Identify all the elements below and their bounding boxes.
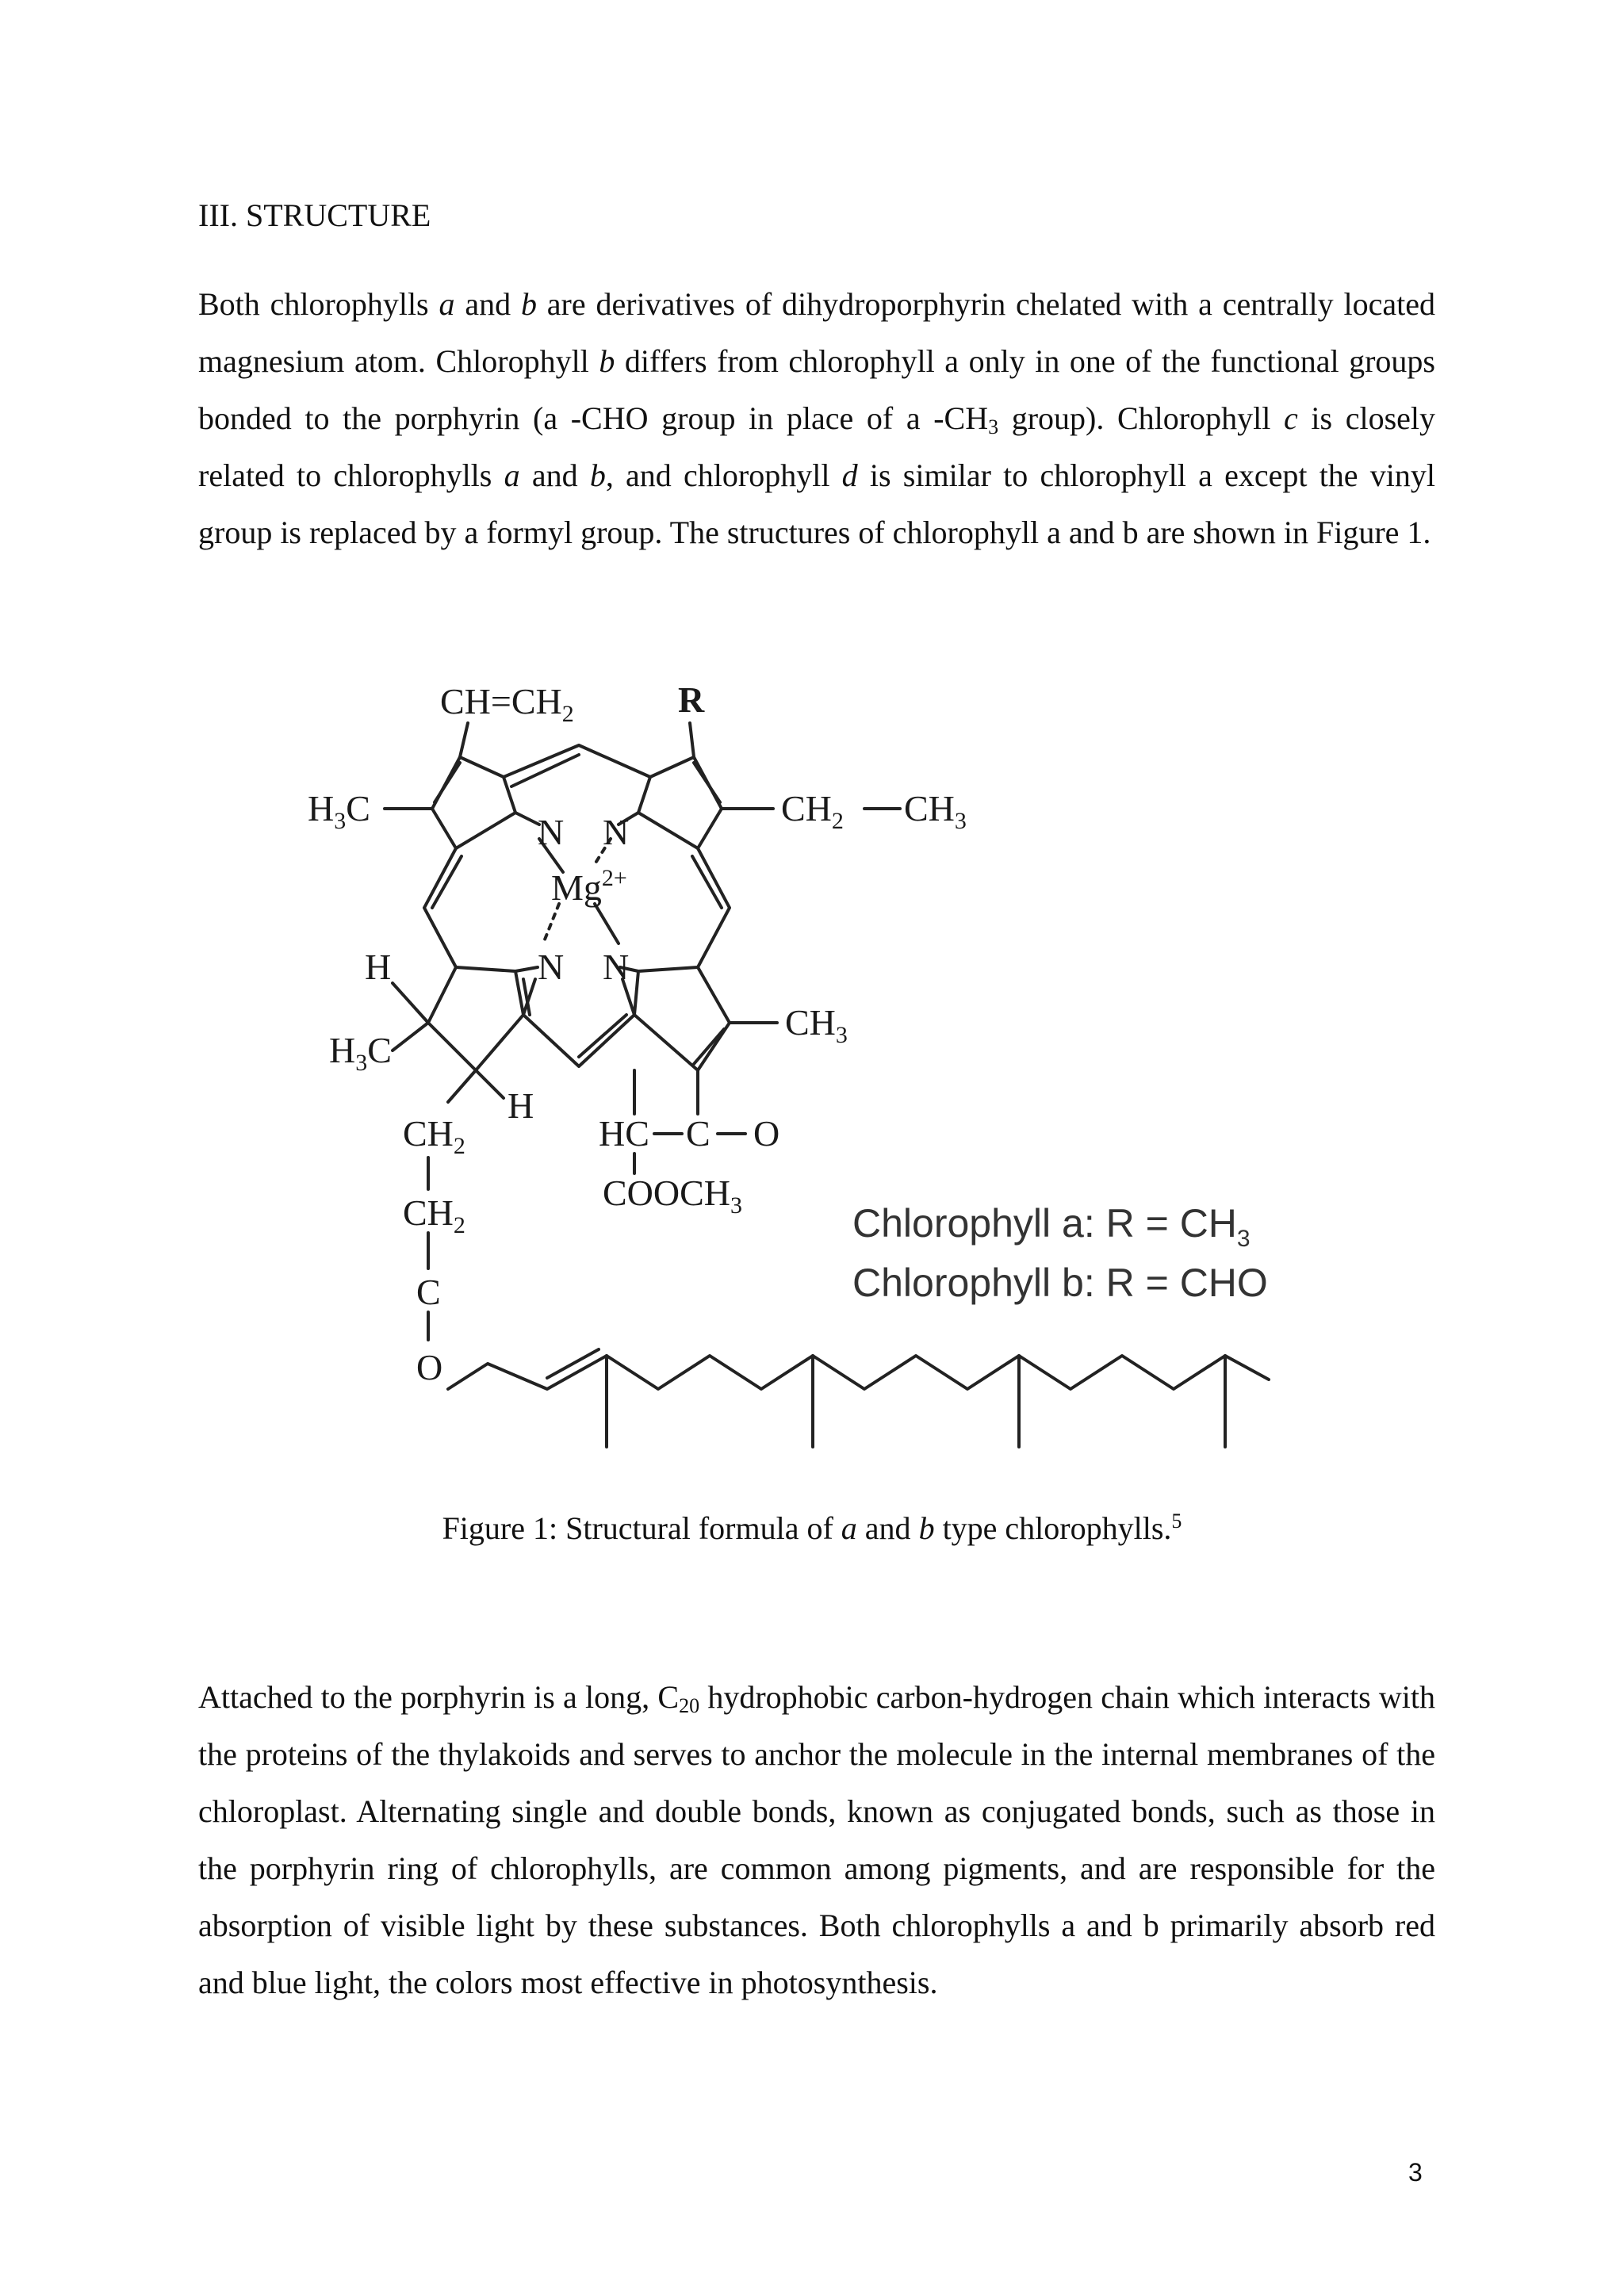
text-run: are derivatives of dihydroporphyrin chelated with a centrally located magnesium atom. Chlorophyll [198, 286, 1435, 379]
subscript-3: 3 [988, 415, 999, 438]
text-run: and [454, 286, 521, 322]
italic-a: a [504, 457, 520, 493]
paragraph-structure [198, 276, 1435, 561]
label-o-chain: O [416, 1347, 443, 1387]
label-h3c-top: $H_3C$ [308, 788, 370, 834]
structural-formula-svg [285, 666, 1332, 1475]
text-run: and [856, 1510, 919, 1546]
legend-chlorophyll-a: Chlorophyll a: $R = CH_3$ [852, 1201, 1251, 1252]
section-heading: III. STRUCTURE [198, 197, 431, 233]
label-hc: HC [599, 1113, 649, 1154]
italic-a: a [439, 286, 455, 322]
label-n-bottom-left: N [538, 947, 565, 987]
paragraph-porphyrin-chain [198, 1669, 1435, 2011]
text-run: , and chlorophyll [605, 457, 842, 493]
italic-a: a [841, 1510, 857, 1546]
text-run: type chlorophylls. [934, 1510, 1172, 1546]
italic-b: b [520, 286, 537, 322]
text-run: group). Chlorophyll [998, 400, 1284, 436]
text-run: Both chlorophylls [198, 286, 439, 322]
chlorophyll-structure-figure [285, 666, 1332, 1479]
label-ethyl-ch3: $CH_3$ [904, 788, 967, 834]
label-magnesium: $Mg^{2+}$ [551, 865, 627, 908]
text-run: and [519, 457, 590, 493]
figure-caption [0, 1506, 1624, 1551]
italic-d: d [841, 457, 858, 493]
legend-chlorophyll-b: Chlorophyll b: R = CHO [852, 1261, 1268, 1305]
label-c-keto: C [686, 1113, 710, 1154]
label-h-bottom: H [508, 1085, 534, 1126]
text-run: hydrophobic carbon-hydrogen chain which interacts with the proteins of the thylakoids and serves to anchor the molecule in the internal membranes of the chloroplast. Alternating single and double bonds, known as conjugated bonds, such as those in the porphyrin ring of chlorophylls, are common among pigments, and are responsible for the absorption of visible light by these substances. Both chlorophylls a and b primarily absorb red and blue light, the colors most effective in photosynthesis. [198, 1679, 1436, 2000]
subscript-20: 20 [679, 1694, 700, 1717]
label-vinyl: $CH=CH_2$ [440, 681, 574, 727]
page-number: 3 [1408, 2158, 1423, 2187]
label-o-keto: O [753, 1113, 780, 1154]
label-n-top-right: N [603, 812, 630, 852]
italic-b: b [599, 343, 615, 379]
text-run: Attached to the porphyrin is a long, C [198, 1679, 680, 1715]
label-r-group: R [678, 679, 705, 720]
reference-superscript: 5 [1171, 1510, 1182, 1533]
italic-b: b [589, 457, 606, 493]
label-h-left: H [365, 947, 392, 987]
label-ch3-right: $CH_3$ [785, 1002, 848, 1048]
label-n-top-left: N [538, 812, 565, 852]
label-ch2-second: $CH_2$ [403, 1192, 465, 1238]
text-run: Figure 1: Structural formula of [442, 1510, 841, 1546]
italic-b: b [918, 1510, 935, 1546]
label-ethyl: $CH_2$ [781, 788, 844, 834]
label-c-chain: C [416, 1272, 441, 1312]
label-n-bottom-right: N [603, 947, 630, 987]
label-ester: $COOCH_3$ [603, 1173, 743, 1219]
text-run: differs from chlorophyll a only in one of the functional groups bonded to the porphyrin (a -CHO group in place of a -CH [198, 343, 1435, 436]
text-run: is similar to chlorophyll a except the vinyl group is replaced by a formyl group. The structures of chlorophyll a and b are shown in Figure 1. [198, 457, 1436, 550]
italic-c: c [1283, 400, 1298, 436]
text-run: is closely related to chlorophylls [198, 400, 1435, 493]
label-h3c-left: $H_3C$ [329, 1030, 392, 1076]
label-ch2-first: $CH_2$ [403, 1113, 465, 1159]
